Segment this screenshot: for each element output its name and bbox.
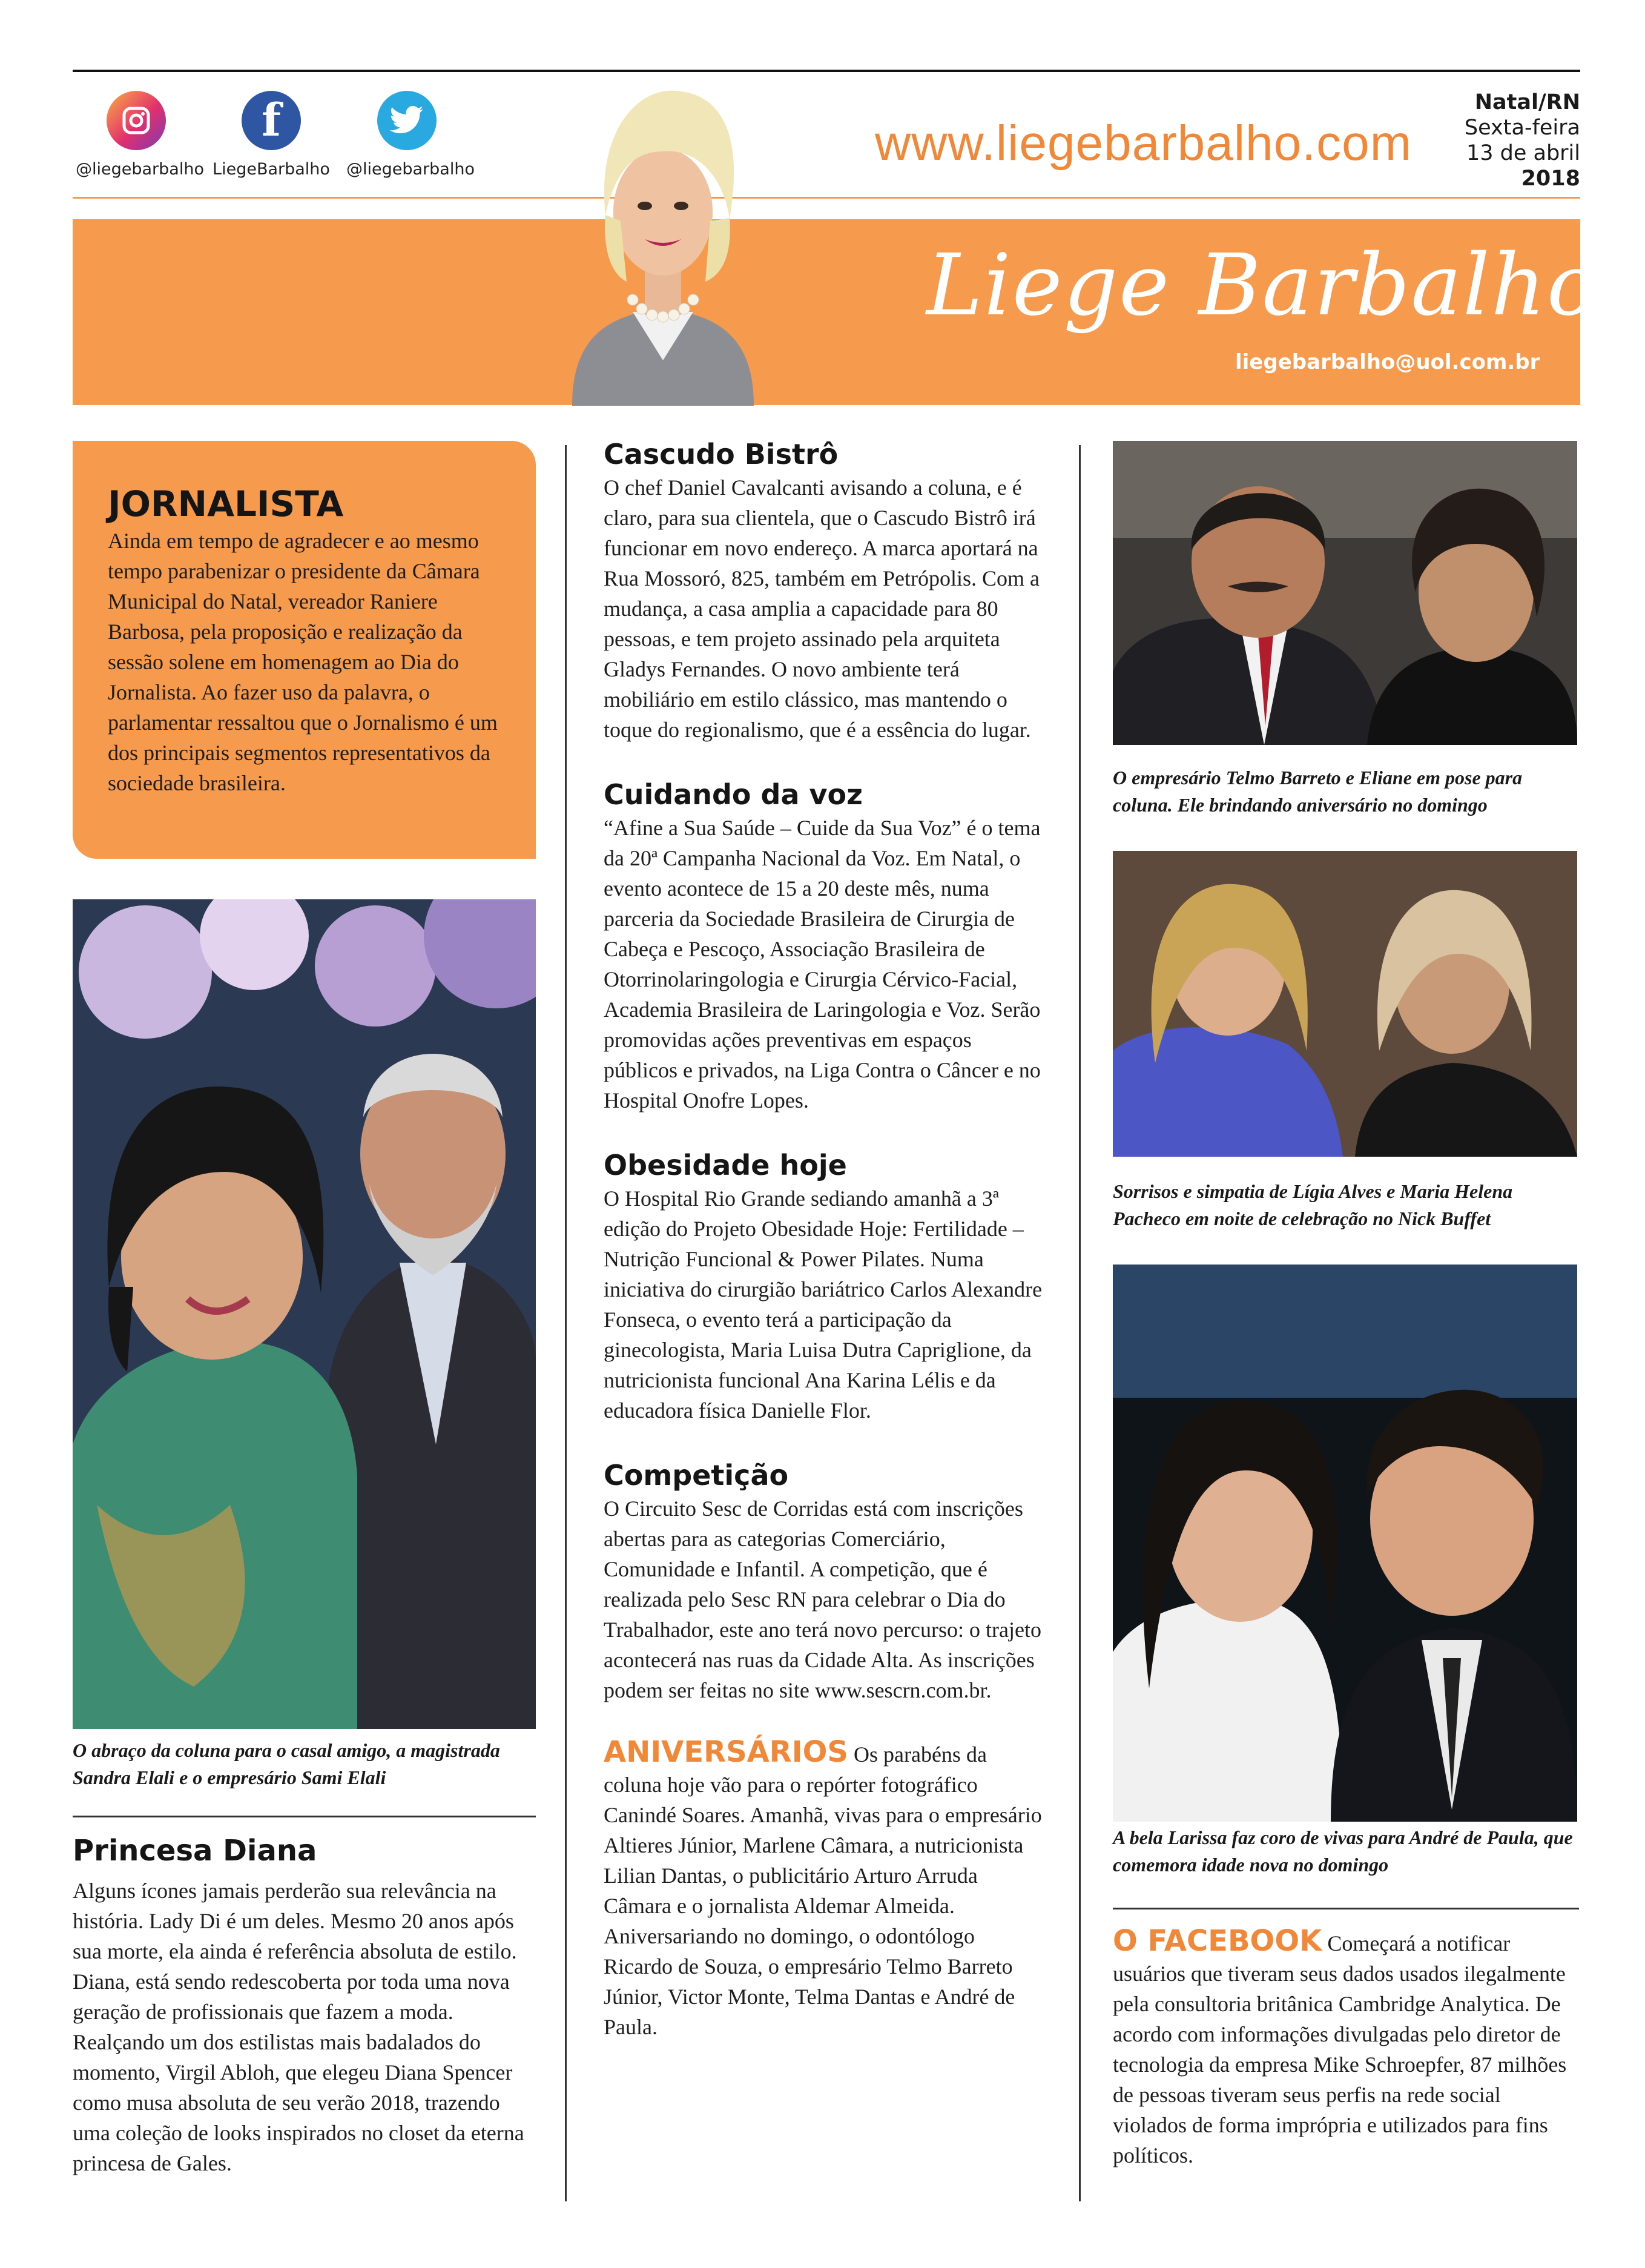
column-divider (1079, 445, 1081, 2201)
twitter-icon (377, 91, 437, 150)
photo-larissa-andre (1113, 1265, 1577, 1822)
column-title: Liege Barbalho (926, 236, 1600, 335)
diana-title: Princesa Diana (73, 1834, 317, 1868)
aniversarios-label: ANIVERSÁRIOS (604, 1735, 848, 1769)
header-rule (73, 197, 1580, 199)
article-voz (604, 776, 1046, 1116)
aniversarios-text: Os parabéns da coluna hoje vão para o repórter fotográfico Canindé Soares. Amanhã, vivas para o empresário Altieres Júnior, Marlene Câmara, a nutricionista Lilian Dantas, o publicitário Arturo Arruda Câmara e o jornalista Aldemar Almeida. Aniversariando no domingo, o odontólogo Ricardo de Souza, o empresário Telmo Barreto Júnior, Victor Monte, Telma Dantas e André de Paula. (604, 1742, 1042, 2039)
middle-column (604, 436, 1046, 2042)
article-text: O chef Daniel Cavalcanti avisando a coluna, e é claro, para sua clientela, que o Cascudo Bistrô irá funcionar em novo endereço. A marca aportará na Rua Mossoró, 825, também em Petrópolis. Com a mudança, a casa amplia a capacidade para 80 pessoas, e tem projeto assinado pela arquiteta Gladys Fernandes. O novo ambiente terá mobiliário em estilo clássico, mas mantendo o toque do regionalismo, que é a essência do lugar. (604, 475, 1040, 742)
jornalista-box (73, 441, 536, 859)
photo-caption: O empresário Telmo Barreto e Eliane em pose para coluna. Ele brindando aniversário no domingo (1113, 767, 1523, 816)
instagram-link[interactable] (76, 91, 204, 179)
column-email[interactable]: liegebarbalho@uol.com.br (1235, 350, 1540, 374)
article-title: Obesidade hoje (604, 1149, 847, 1182)
article-title: Cuidando da voz (604, 778, 863, 811)
instagram-icon (107, 91, 166, 150)
year: 2018 (1521, 167, 1580, 191)
weekday: Sexta-feira (1464, 116, 1580, 140)
photo-caption: Sorrisos e simpatia de Lígia Alves e Maria Helena Pacheco em noite de celebração no Nick Buffet (1113, 1180, 1513, 1229)
twitter-handle: @liegebarbalho (346, 160, 475, 179)
date: 13 de abril (1466, 141, 1580, 165)
facebook-icon: f (242, 91, 301, 150)
instagram-handle: @liegebarbalho (76, 160, 204, 179)
photo-caption: O abraço da coluna para o casal amigo, a magistrada Sandra Elali e o empresário Sami Elali (73, 1739, 500, 1788)
facebook-link[interactable] (211, 91, 332, 179)
city: Natal/RN (1474, 90, 1580, 114)
article-title: Competição (604, 1459, 789, 1492)
facebook-section (1113, 1926, 1573, 2170)
section-rule (73, 1816, 536, 1817)
article-text: O Circuito Sesc de Corridas está com inscrições abertas para as categorias Comerciário, Comunidade e Infantil. A competição, que é realizada pelo Sesc RN para celebrar o Dia do Trabalhador, este ano terá novo percurso: o trajeto acontecerá nas ruas da Cidade Alta. As inscrições podem ser feitas no site www.sescrn.com.br. (604, 1496, 1041, 1702)
top-rule (73, 70, 1580, 72)
facebook-handle: LiegeBarbalho (213, 160, 330, 179)
section-rule (1113, 1908, 1579, 1909)
column-divider (565, 445, 567, 2201)
facebook-label: O FACEBOOK (1113, 1924, 1322, 1958)
article-competicao (604, 1457, 1046, 1705)
photo-caption: A bela Larissa faz coro de vivas para André de Paula, que comemora idade nova no domingo (1113, 1827, 1573, 1876)
website-url[interactable]: www.liegebarbalho.com (875, 116, 1413, 171)
article-title: Cascudo Bistrô (604, 438, 839, 471)
article-text: “Afine a Sua Saúde – Cuide da Sua Voz” é o tema da 20ª Campanha Nacional da Voz. Em Natal, o evento acontece de 15 a 20 deste mês, numa parceria da Sociedade Brasileira de Cirurgia de Cabeça e Pescoço, Associação Brasileira de Otorrinolaringologia e Cirurgia Cérvico-Facial, Academia Brasileira de Laringologia e Voz. Serão promovidas ações preventivas em espaços públicos e privados, na Liga Contra o Câncer e no Hospital Onofre Lopes. (604, 816, 1041, 1113)
aniversarios-section (604, 1737, 1046, 2042)
twitter-link[interactable] (346, 91, 475, 179)
photo-telmo-eliane (1113, 441, 1577, 745)
columnist-photo (548, 76, 778, 406)
article-obesidade (604, 1147, 1046, 1426)
jornalista-title: JORNALISTA (108, 483, 344, 524)
facebook-text: Começará a notificar usuários que tiveram seus dados usados ilegalmente pela consultoria britânica Cambridge Analytica. De acordo com informações divulgadas pelo diretor de tecnologia da empresa Mike Schroepfer, 87 milhões de pessoas tiveram seus perfis na rede social violados de forma imprópria e utilizados para fins políticos. (1113, 1931, 1567, 2167)
article-cascudo (604, 436, 1046, 745)
date-block (1441, 90, 1580, 191)
jornalista-text: Ainda em tempo de agradecer e ao mesmo tempo parabenizar o presidente da Câmara Municipal do Natal, vereador Raniere Barbosa, pela proposição e realização da sessão solene em homenagem ao Dia do Jornalista. Ao fazer uso da palavra, o parlamentar ressaltou que o Jornalismo é um dos principais segmentos representativos da sociedade brasileira. (108, 529, 498, 795)
article-text: O Hospital Rio Grande sediando amanhã a 3ª edição do Projeto Obesidade Hoje: Fertilidade – Nutrição Funcional & Power Pilates. Numa iniciativa do cirurgião bariátrico Carlos Alexandre Fonseca, o evento terá a participação da ginecologista, Maria Luisa Dutra Capriglione, da nutricionista funcional Ana Karina Lélis e da educadora física Danielle Flor. (604, 1186, 1043, 1423)
photo-ligia-maria (1113, 851, 1577, 1157)
diana-text: Alguns ícones jamais perderão sua relevância na história. Lady Di é um deles. Mesmo 20 anos após sua morte, ela ainda é referência absoluta de estilo. Diana, está sendo redescoberta por toda uma nova geração de profissionais que fazem a moda. Realçando um dos estilistas mais badalados do momento, Virgil Abloh, que elegeu Diana Spencer como musa absoluta de seu verão 2018, trazendo uma coleção de looks inspirados no closet da eterna princesa de Gales. (73, 1879, 524, 2175)
photo-sandra-sami (73, 899, 536, 1729)
